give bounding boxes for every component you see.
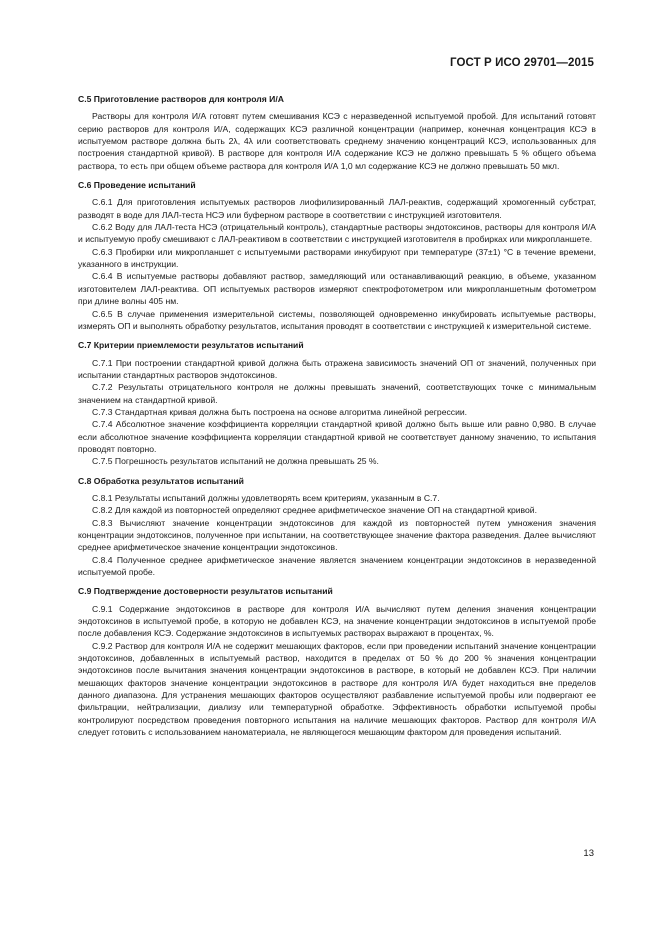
paragraph: С.6.3 Пробирки или микропланшет с испытуемыми растворами инкубируют при температуре (37±1) °С в течение времени, указанного в инструкции.: [78, 246, 596, 270]
section-c6: [78, 179, 596, 332]
paragraph: С.7.3 Стандартная кривая должна быть построена на основе алгоритма линейной регрессии.: [92, 406, 468, 417]
document-body: [78, 93, 596, 746]
paragraph: С.7.1 При построении стандартной кривой должна быть отражена зависимость значений ОП от значений, полученных при испытании стандартных растворов эндотоксинов.: [78, 357, 596, 380]
paragraph: С.9.1 Содержание эндотоксинов в растворе для контроля И/А вычисляют путем деления значения концентрации эндотоксинов в испытуемой пробе, в которую не добавлен КСЭ, на значение концентрации эндотоксинов в испытуемой пробе после добавления КСЭ. Содержание эндотоксинов в испытуемых растворах выражают в процентах, %.: [78, 603, 596, 639]
paragraph: С.8.4 Полученное среднее арифметическое значение является значением концентрации эндотоксинов в неразведенной испытуемой пробе.: [78, 554, 596, 578]
section-c7: [78, 339, 596, 467]
paragraph: С.8.1 Результаты испытаний должны удовлетворять всем критериям, указанным в С.7.: [92, 492, 440, 503]
section-heading: С.6 Проведение испытаний: [78, 180, 196, 191]
paragraph: Растворы для контроля И/А готовят путем смешивания КСЭ с неразведенной испытуемой пробой. Для испытаний готовят серию растворов для контроля И/А, содержащих КСЭ различной концентрации (например, конечная концентрация КСЭ в испытуемом растворе должна быть 2λ, 4λ или соответствовать среднему значению концентраций КСЭ, использованных для построения стандартной кривой). В растворе для контроля И/А содержание КСЭ не должно превышать 5 % общего объема раствора, то есть при общем объеме раствора для контроля И/А 1,0 мл содержание КСЭ не должно превышать 50 мкл.: [78, 111, 596, 171]
section-c5: [78, 93, 596, 172]
section-heading: С.8 Обработка результатов испытаний: [78, 475, 244, 486]
paragraph: С.6.1 Для приготовления испытуемых растворов лиофилизированный ЛАЛ-реактив, содержащий хромогенный субстрат, разводят в воде для ЛАЛ-теста НСЭ или буферном растворе в соответствии с инструкцией изготовителя.: [78, 197, 596, 220]
section-c9: [78, 585, 596, 738]
section-heading: С.5 Приготовление растворов для контроля И/А: [78, 94, 284, 104]
paragraph: С.9.2 Раствор для контроля И/А не содержит мешающих факторов, если при проведении испытаний значение концентрации эндотоксинов, добавленных в испытуемый раствор, находится в пределах от 50 % до 200 % значения концентрации эндотоксинов после вычитания значения концентрации эндотоксинов в растворе, в который не добавлен КСЭ. При наличии мешающих факторов значение концентрации эндотоксинов в растворе для контроля И/А будет находиться вне пределов данного диапазона. Для устранения мешающих факторов осуществляют разбавление испытуемой пробы или подвергают ее фильтрации, нейтрализации, диализу или температурной обработке. Эффективность обработки испытуемой пробы контролируют посредством проведения повторного испытания на наличие мешающих факторов. Раствор для контроля И/А следует готовить с использованием наноматериала, не являющегося мешающим фактором для проведения испытаний.: [78, 640, 596, 738]
paragraph: С.8.2 Для каждой из повторностей определяют среднее арифметическое значение ОП на стандартной кривой.: [92, 505, 537, 516]
paragraph: С.6.2 Воду для ЛАЛ-теста НСЭ (отрицательный контроль), стандартные растворы эндотоксинов, растворы для контроля И/А и испытуемую пробу смешивают с ЛАЛ-реактивом в соответствии с инструкцией изготовителя в пробирках или микропланшете.: [78, 222, 596, 245]
paragraph: С.6.5 В случае применения измерительной системы, позволяющей одновременно инкубировать испытуемые растворы, измерять ОП и выполнять обработку результатов, испытания проводят в соответствии с инструкцией к измерительной системе.: [78, 308, 596, 331]
paragraph: С.7.2 Результаты отрицательного контроля не должны превышать значений, соответствующих точке с минимальным значением на стандартной кривой.: [78, 382, 596, 405]
paragraph: С.8.3 Вычисляют значение концентрации эндотоксинов для каждой из повторностей путем умножения значения концентрации эндотоксинов, полученное при испытании, на соответствующее значение фактора разведения. Далее вычисляют среднее арифметическое значение концентрации эндотоксинов.: [78, 517, 596, 553]
document-code-header: ГОСТ Р ИСО 29701—2015: [449, 57, 594, 69]
paragraph: С.7.4 Абсолютное значение коэффициента корреляции стандартной кривой должно быть выше или равно 0,980. В случае если абсолютное значение коэффициента корреляции стандартной кривой не соответствует данному значению, то испытания проводят повторно.: [78, 419, 596, 454]
section-heading: С.7 Критерии приемлемости результатов испытаний: [78, 340, 304, 351]
section-c8: [78, 475, 596, 579]
paragraph: С.6.4 В испытуемые растворы добавляют раствор, замедляющий или останавливающий реакцию, в объеме, указанном изготовителем ЛАЛ-реактива. ОП испытуемых растворов измеряют спектрофотометром или микропланшетным фотометром при длине волны 405 нм.: [78, 271, 596, 307]
section-heading: С.9 Подтверждение достоверности результатов испытаний: [78, 586, 333, 597]
paragraph: С.7.5 Погрешность результатов испытаний не должна превышать 25 %.: [92, 456, 379, 467]
page-number: 13: [583, 848, 594, 859]
